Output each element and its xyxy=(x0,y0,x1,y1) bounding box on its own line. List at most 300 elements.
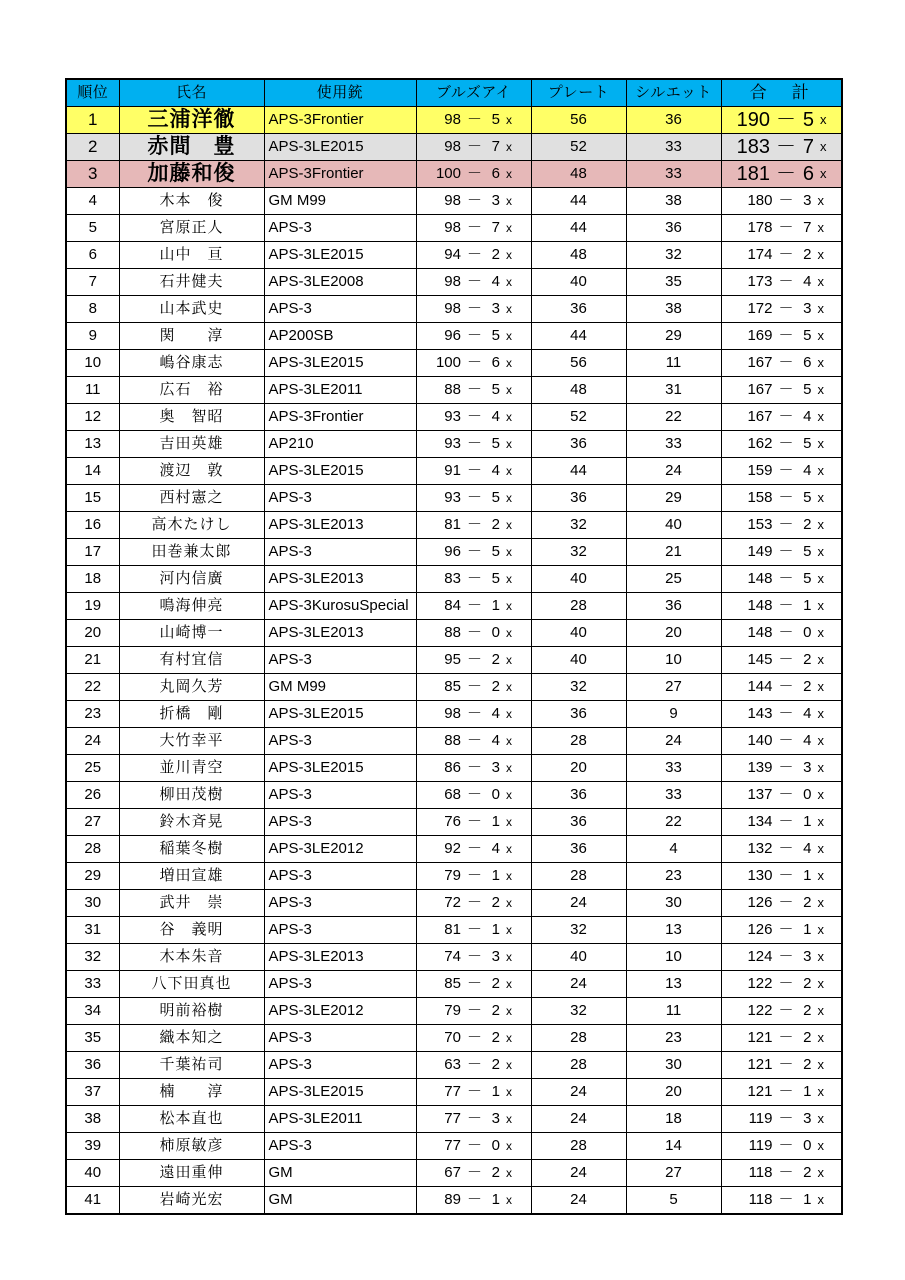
cell-sil: 20 xyxy=(626,620,721,647)
cell-bullseye-score: 98 － 4 x xyxy=(416,269,531,296)
cell-name: 吉田英雄 xyxy=(119,431,264,458)
cell-sil: 24 xyxy=(626,728,721,755)
cell-total-score: 126 － 2 x xyxy=(721,890,842,917)
cell-bullseye-score: 63 － 2 x xyxy=(416,1052,531,1079)
cell-rank: 32 xyxy=(66,944,119,971)
cell-bullseye-score: 98 － 4 x xyxy=(416,701,531,728)
cell-bullseye-score: 79 － 1 x xyxy=(416,863,531,890)
cell-name: 渡辺 敦 xyxy=(119,458,264,485)
cell-gun: APS-3 xyxy=(264,782,416,809)
cell-name: 山中 亘 xyxy=(119,242,264,269)
table-row xyxy=(66,1052,842,1079)
table-row xyxy=(66,458,842,485)
cell-plate: 56 xyxy=(531,350,626,377)
cell-sil: 31 xyxy=(626,377,721,404)
cell-gun: APS-3LE2015 xyxy=(264,242,416,269)
cell-bullseye-score: 91 － 4 x xyxy=(416,458,531,485)
cell-gun: APS-3 xyxy=(264,215,416,242)
cell-total-score: 119 － 3 x xyxy=(721,1106,842,1133)
cell-rank: 28 xyxy=(66,836,119,863)
cell-rank: 24 xyxy=(66,728,119,755)
table-row xyxy=(66,782,842,809)
cell-sil: 13 xyxy=(626,971,721,998)
cell-plate: 56 xyxy=(531,107,626,134)
cell-total-score: 137 － 0 x xyxy=(721,782,842,809)
cell-rank: 5 xyxy=(66,215,119,242)
table-row xyxy=(66,674,842,701)
table-row xyxy=(66,1106,842,1133)
table-row xyxy=(66,701,842,728)
cell-sil: 35 xyxy=(626,269,721,296)
table-row xyxy=(66,404,842,431)
cell-sil: 24 xyxy=(626,458,721,485)
cell-gun: APS-3 xyxy=(264,809,416,836)
cell-plate: 28 xyxy=(531,1052,626,1079)
cell-total-score: 159 － 4 x xyxy=(721,458,842,485)
table-row xyxy=(66,134,842,161)
cell-gun: APS-3 xyxy=(264,1025,416,1052)
cell-total-score: 121 － 2 x xyxy=(721,1052,842,1079)
cell-sil: 5 xyxy=(626,1187,721,1215)
cell-rank: 10 xyxy=(66,350,119,377)
cell-plate: 24 xyxy=(531,1106,626,1133)
cell-bullseye-score: 98 － 7 x xyxy=(416,134,531,161)
table-row xyxy=(66,161,842,188)
cell-name: 丸岡久芳 xyxy=(119,674,264,701)
cell-name: 増田宣雄 xyxy=(119,863,264,890)
cell-name: 関 淳 xyxy=(119,323,264,350)
table-row xyxy=(66,971,842,998)
cell-plate: 40 xyxy=(531,269,626,296)
cell-bullseye-score: 67 － 2 x xyxy=(416,1160,531,1187)
cell-name: 宮原正人 xyxy=(119,215,264,242)
cell-sil: 33 xyxy=(626,782,721,809)
cell-plate: 40 xyxy=(531,944,626,971)
cell-rank: 22 xyxy=(66,674,119,701)
cell-rank: 30 xyxy=(66,890,119,917)
cell-total-score: 149 － 5 x xyxy=(721,539,842,566)
cell-bullseye-score: 68 － 0 x xyxy=(416,782,531,809)
cell-plate: 40 xyxy=(531,647,626,674)
cell-total-score: 132 － 4 x xyxy=(721,836,842,863)
cell-rank: 17 xyxy=(66,539,119,566)
table-row xyxy=(66,1187,842,1215)
cell-name: 河内信廣 xyxy=(119,566,264,593)
cell-bullseye-score: 85 － 2 x xyxy=(416,674,531,701)
cell-plate: 32 xyxy=(531,539,626,566)
cell-sil: 27 xyxy=(626,1160,721,1187)
cell-bullseye-score: 98 － 7 x xyxy=(416,215,531,242)
cell-gun: GM xyxy=(264,1187,416,1215)
table-row xyxy=(66,998,842,1025)
cell-bullseye-score: 84 － 1 x xyxy=(416,593,531,620)
cell-total-score: 139 － 3 x xyxy=(721,755,842,782)
cell-bullseye-score: 85 － 2 x xyxy=(416,971,531,998)
table-row xyxy=(66,485,842,512)
cell-name: 柳田茂樹 xyxy=(119,782,264,809)
cell-rank: 11 xyxy=(66,377,119,404)
cell-name: 加藤和俊 xyxy=(119,161,264,188)
cell-bullseye-score: 96 － 5 x xyxy=(416,323,531,350)
cell-sil: 9 xyxy=(626,701,721,728)
cell-gun: APS-3LE2015 xyxy=(264,350,416,377)
cell-plate: 32 xyxy=(531,674,626,701)
cell-gun: APS-3 xyxy=(264,647,416,674)
table-row xyxy=(66,917,842,944)
table-row xyxy=(66,188,842,215)
table-row xyxy=(66,755,842,782)
cell-total-score: 167 － 6 x xyxy=(721,350,842,377)
cell-name: 木本 俊 xyxy=(119,188,264,215)
cell-rank: 20 xyxy=(66,620,119,647)
cell-bullseye-score: 100 － 6 x xyxy=(416,161,531,188)
cell-bullseye-score: 70 － 2 x xyxy=(416,1025,531,1052)
cell-gun: APS-3Frontier xyxy=(264,161,416,188)
cell-total-score: 180 － 3 x xyxy=(721,188,842,215)
cell-gun: APS-3LE2013 xyxy=(264,512,416,539)
cell-gun: APS-3LE2015 xyxy=(264,134,416,161)
cell-gun: GM M99 xyxy=(264,188,416,215)
cell-gun: APS-3 xyxy=(264,1052,416,1079)
cell-gun: APS-3 xyxy=(264,539,416,566)
table-row xyxy=(66,620,842,647)
table-row xyxy=(66,269,842,296)
cell-total-score: 121 － 1 x xyxy=(721,1079,842,1106)
cell-plate: 48 xyxy=(531,242,626,269)
cell-plate: 24 xyxy=(531,1079,626,1106)
cell-rank: 8 xyxy=(66,296,119,323)
cell-name: 松本直也 xyxy=(119,1106,264,1133)
cell-name: 千葉祐司 xyxy=(119,1052,264,1079)
cell-sil: 33 xyxy=(626,161,721,188)
cell-name: 奥 智昭 xyxy=(119,404,264,431)
cell-rank: 18 xyxy=(66,566,119,593)
cell-gun: APS-3LE2015 xyxy=(264,755,416,782)
cell-plate: 28 xyxy=(531,728,626,755)
cell-gun: APS-3Frontier xyxy=(264,107,416,134)
cell-gun: AP210 xyxy=(264,431,416,458)
cell-gun: APS-3LE2013 xyxy=(264,566,416,593)
results-table xyxy=(65,78,843,1215)
table-row xyxy=(66,431,842,458)
cell-bullseye-score: 72 － 2 x xyxy=(416,890,531,917)
cell-name: 高木たけし xyxy=(119,512,264,539)
cell-plate: 48 xyxy=(531,161,626,188)
cell-gun: APS-3 xyxy=(264,971,416,998)
table-row xyxy=(66,728,842,755)
table-row xyxy=(66,512,842,539)
cell-bullseye-score: 83 － 5 x xyxy=(416,566,531,593)
cell-total-score: 122 － 2 x xyxy=(721,998,842,1025)
table-row xyxy=(66,836,842,863)
cell-rank: 3 xyxy=(66,161,119,188)
cell-bullseye-score: 93 － 4 x xyxy=(416,404,531,431)
cell-total-score: 153 － 2 x xyxy=(721,512,842,539)
cell-name: 田巻兼太郎 xyxy=(119,539,264,566)
table-row xyxy=(66,1079,842,1106)
table-row xyxy=(66,593,842,620)
cell-rank: 15 xyxy=(66,485,119,512)
cell-total-score: 190 － 5 x xyxy=(721,107,842,134)
cell-rank: 41 xyxy=(66,1187,119,1215)
cell-total-score: 144 － 2 x xyxy=(721,674,842,701)
cell-rank: 27 xyxy=(66,809,119,836)
cell-total-score: 169 － 5 x xyxy=(721,323,842,350)
cell-name: 折橋 剛 xyxy=(119,701,264,728)
cell-total-score: 119 － 0 x xyxy=(721,1133,842,1160)
cell-sil: 33 xyxy=(626,431,721,458)
cell-gun: GM M99 xyxy=(264,674,416,701)
cell-gun: AP200SB xyxy=(264,323,416,350)
cell-bullseye-score: 77 － 0 x xyxy=(416,1133,531,1160)
cell-sil: 29 xyxy=(626,485,721,512)
cell-sil: 18 xyxy=(626,1106,721,1133)
cell-total-score: 130 － 1 x xyxy=(721,863,842,890)
cell-bullseye-score: 98 － 3 x xyxy=(416,296,531,323)
cell-bullseye-score: 92 － 4 x xyxy=(416,836,531,863)
cell-total-score: 183 － 7 x xyxy=(721,134,842,161)
cell-sil: 38 xyxy=(626,296,721,323)
cell-plate: 52 xyxy=(531,404,626,431)
cell-sil: 11 xyxy=(626,350,721,377)
cell-rank: 1 xyxy=(66,107,119,134)
cell-sil: 23 xyxy=(626,863,721,890)
cell-name: 楠 淳 xyxy=(119,1079,264,1106)
cell-plate: 36 xyxy=(531,296,626,323)
cell-rank: 31 xyxy=(66,917,119,944)
cell-name: 並川青空 xyxy=(119,755,264,782)
table-row xyxy=(66,1025,842,1052)
cell-gun: APS-3 xyxy=(264,863,416,890)
cell-rank: 34 xyxy=(66,998,119,1025)
table-row xyxy=(66,107,842,134)
cell-rank: 39 xyxy=(66,1133,119,1160)
cell-bullseye-score: 81 － 1 x xyxy=(416,917,531,944)
table-row xyxy=(66,890,842,917)
cell-gun: APS-3 xyxy=(264,890,416,917)
cell-total-score: 140 － 4 x xyxy=(721,728,842,755)
cell-total-score: 167 － 5 x xyxy=(721,377,842,404)
cell-name: 遠田重伸 xyxy=(119,1160,264,1187)
cell-gun: APS-3Frontier xyxy=(264,404,416,431)
cell-plate: 28 xyxy=(531,1133,626,1160)
cell-sil: 10 xyxy=(626,944,721,971)
cell-bullseye-score: 93 － 5 x xyxy=(416,431,531,458)
table-row xyxy=(66,1160,842,1187)
cell-sil: 22 xyxy=(626,809,721,836)
cell-gun: GM xyxy=(264,1160,416,1187)
table-row xyxy=(66,377,842,404)
cell-bullseye-score: 88 － 5 x xyxy=(416,377,531,404)
cell-sil: 30 xyxy=(626,890,721,917)
table-body xyxy=(66,107,842,1215)
cell-gun: APS-3 xyxy=(264,485,416,512)
cell-name: 柿原敏彦 xyxy=(119,1133,264,1160)
cell-name: 八下田真也 xyxy=(119,971,264,998)
cell-plate: 20 xyxy=(531,755,626,782)
cell-plate: 36 xyxy=(531,701,626,728)
cell-total-score: 172 － 3 x xyxy=(721,296,842,323)
cell-sil: 22 xyxy=(626,404,721,431)
cell-plate: 28 xyxy=(531,1025,626,1052)
cell-name: 有村宜信 xyxy=(119,647,264,674)
column-header-silhouette: シルエット xyxy=(626,79,721,107)
cell-name: 山本武史 xyxy=(119,296,264,323)
cell-total-score: 174 － 2 x xyxy=(721,242,842,269)
cell-total-score: 118 － 1 x xyxy=(721,1187,842,1215)
cell-plate: 40 xyxy=(531,566,626,593)
table-row xyxy=(66,296,842,323)
cell-rank: 14 xyxy=(66,458,119,485)
table-row xyxy=(66,944,842,971)
column-header-total: 合 計 xyxy=(721,79,842,107)
cell-total-score: 148 － 5 x xyxy=(721,566,842,593)
cell-plate: 44 xyxy=(531,215,626,242)
cell-bullseye-score: 88 － 0 x xyxy=(416,620,531,647)
cell-bullseye-score: 94 － 2 x xyxy=(416,242,531,269)
cell-gun: APS-3 xyxy=(264,296,416,323)
cell-rank: 25 xyxy=(66,755,119,782)
cell-sil: 20 xyxy=(626,1079,721,1106)
cell-rank: 33 xyxy=(66,971,119,998)
cell-bullseye-score: 98 － 5 x xyxy=(416,107,531,134)
cell-sil: 36 xyxy=(626,593,721,620)
cell-rank: 7 xyxy=(66,269,119,296)
cell-gun: APS-3LE2013 xyxy=(264,944,416,971)
column-header-plate: プレート xyxy=(531,79,626,107)
cell-total-score: 167 － 4 x xyxy=(721,404,842,431)
cell-sil: 33 xyxy=(626,134,721,161)
cell-gun: APS-3LE2015 xyxy=(264,1079,416,1106)
cell-bullseye-score: 96 － 5 x xyxy=(416,539,531,566)
cell-plate: 24 xyxy=(531,1187,626,1215)
cell-total-score: 145 － 2 x xyxy=(721,647,842,674)
cell-total-score: 148 － 1 x xyxy=(721,593,842,620)
cell-plate: 40 xyxy=(531,620,626,647)
table-row xyxy=(66,647,842,674)
cell-total-score: 178 － 7 x xyxy=(721,215,842,242)
cell-plate: 36 xyxy=(531,782,626,809)
cell-bullseye-score: 100 － 6 x xyxy=(416,350,531,377)
cell-gun: APS-3LE2012 xyxy=(264,836,416,863)
cell-name: 稲葉冬樹 xyxy=(119,836,264,863)
cell-gun: APS-3 xyxy=(264,917,416,944)
cell-name: 三浦洋徹 xyxy=(119,107,264,134)
cell-bullseye-score: 77 － 3 x xyxy=(416,1106,531,1133)
cell-sil: 4 xyxy=(626,836,721,863)
cell-sil: 29 xyxy=(626,323,721,350)
cell-sil: 36 xyxy=(626,215,721,242)
cell-sil: 32 xyxy=(626,242,721,269)
cell-name: 織本知之 xyxy=(119,1025,264,1052)
cell-total-score: 134 － 1 x xyxy=(721,809,842,836)
cell-bullseye-score: 89 － 1 x xyxy=(416,1187,531,1215)
cell-plate: 28 xyxy=(531,593,626,620)
cell-total-score: 121 － 2 x xyxy=(721,1025,842,1052)
cell-name: 山崎博一 xyxy=(119,620,264,647)
cell-name: 谷 義明 xyxy=(119,917,264,944)
cell-sil: 11 xyxy=(626,998,721,1025)
cell-sil: 14 xyxy=(626,1133,721,1160)
cell-plate: 44 xyxy=(531,188,626,215)
cell-plate: 52 xyxy=(531,134,626,161)
table-row xyxy=(66,809,842,836)
table-row xyxy=(66,350,842,377)
cell-rank: 36 xyxy=(66,1052,119,1079)
cell-bullseye-score: 98 － 3 x xyxy=(416,188,531,215)
cell-rank: 21 xyxy=(66,647,119,674)
cell-plate: 28 xyxy=(531,863,626,890)
cell-rank: 13 xyxy=(66,431,119,458)
cell-plate: 44 xyxy=(531,458,626,485)
cell-sil: 10 xyxy=(626,647,721,674)
table-row xyxy=(66,1133,842,1160)
cell-plate: 36 xyxy=(531,809,626,836)
cell-total-score: 181 － 6 x xyxy=(721,161,842,188)
cell-gun: APS-3LE2008 xyxy=(264,269,416,296)
table-row xyxy=(66,863,842,890)
table-row xyxy=(66,539,842,566)
cell-sil: 27 xyxy=(626,674,721,701)
table-row xyxy=(66,566,842,593)
cell-total-score: 162 － 5 x xyxy=(721,431,842,458)
cell-sil: 30 xyxy=(626,1052,721,1079)
cell-plate: 44 xyxy=(531,323,626,350)
cell-gun: APS-3LE2013 xyxy=(264,620,416,647)
cell-total-score: 143 － 4 x xyxy=(721,701,842,728)
cell-gun: APS-3 xyxy=(264,728,416,755)
cell-rank: 19 xyxy=(66,593,119,620)
cell-rank: 40 xyxy=(66,1160,119,1187)
cell-plate: 32 xyxy=(531,917,626,944)
cell-bullseye-score: 74 － 3 x xyxy=(416,944,531,971)
cell-gun: APS-3LE2011 xyxy=(264,1106,416,1133)
cell-name: 嶋谷康志 xyxy=(119,350,264,377)
cell-bullseye-score: 81 － 2 x xyxy=(416,512,531,539)
cell-sil: 38 xyxy=(626,188,721,215)
table-header xyxy=(66,79,842,107)
cell-rank: 12 xyxy=(66,404,119,431)
cell-bullseye-score: 76 － 1 x xyxy=(416,809,531,836)
cell-name: 明前裕樹 xyxy=(119,998,264,1025)
cell-gun: APS-3 xyxy=(264,1133,416,1160)
cell-name: 大竹幸平 xyxy=(119,728,264,755)
cell-rank: 38 xyxy=(66,1106,119,1133)
cell-name: 鳴海伸亮 xyxy=(119,593,264,620)
cell-plate: 24 xyxy=(531,1160,626,1187)
cell-total-score: 124 － 3 x xyxy=(721,944,842,971)
column-header-gun: 使用銃 xyxy=(264,79,416,107)
cell-bullseye-score: 88 － 4 x xyxy=(416,728,531,755)
cell-name: 広石 裕 xyxy=(119,377,264,404)
cell-gun: APS-3LE2015 xyxy=(264,701,416,728)
cell-plate: 36 xyxy=(531,485,626,512)
cell-rank: 26 xyxy=(66,782,119,809)
cell-plate: 24 xyxy=(531,890,626,917)
cell-total-score: 148 － 0 x xyxy=(721,620,842,647)
cell-bullseye-score: 95 － 2 x xyxy=(416,647,531,674)
cell-rank: 35 xyxy=(66,1025,119,1052)
cell-sil: 25 xyxy=(626,566,721,593)
cell-bullseye-score: 86 － 3 x xyxy=(416,755,531,782)
cell-sil: 36 xyxy=(626,107,721,134)
cell-sil: 33 xyxy=(626,755,721,782)
cell-sil: 23 xyxy=(626,1025,721,1052)
cell-gun: APS-3LE2015 xyxy=(264,458,416,485)
cell-sil: 21 xyxy=(626,539,721,566)
cell-plate: 48 xyxy=(531,377,626,404)
cell-rank: 9 xyxy=(66,323,119,350)
